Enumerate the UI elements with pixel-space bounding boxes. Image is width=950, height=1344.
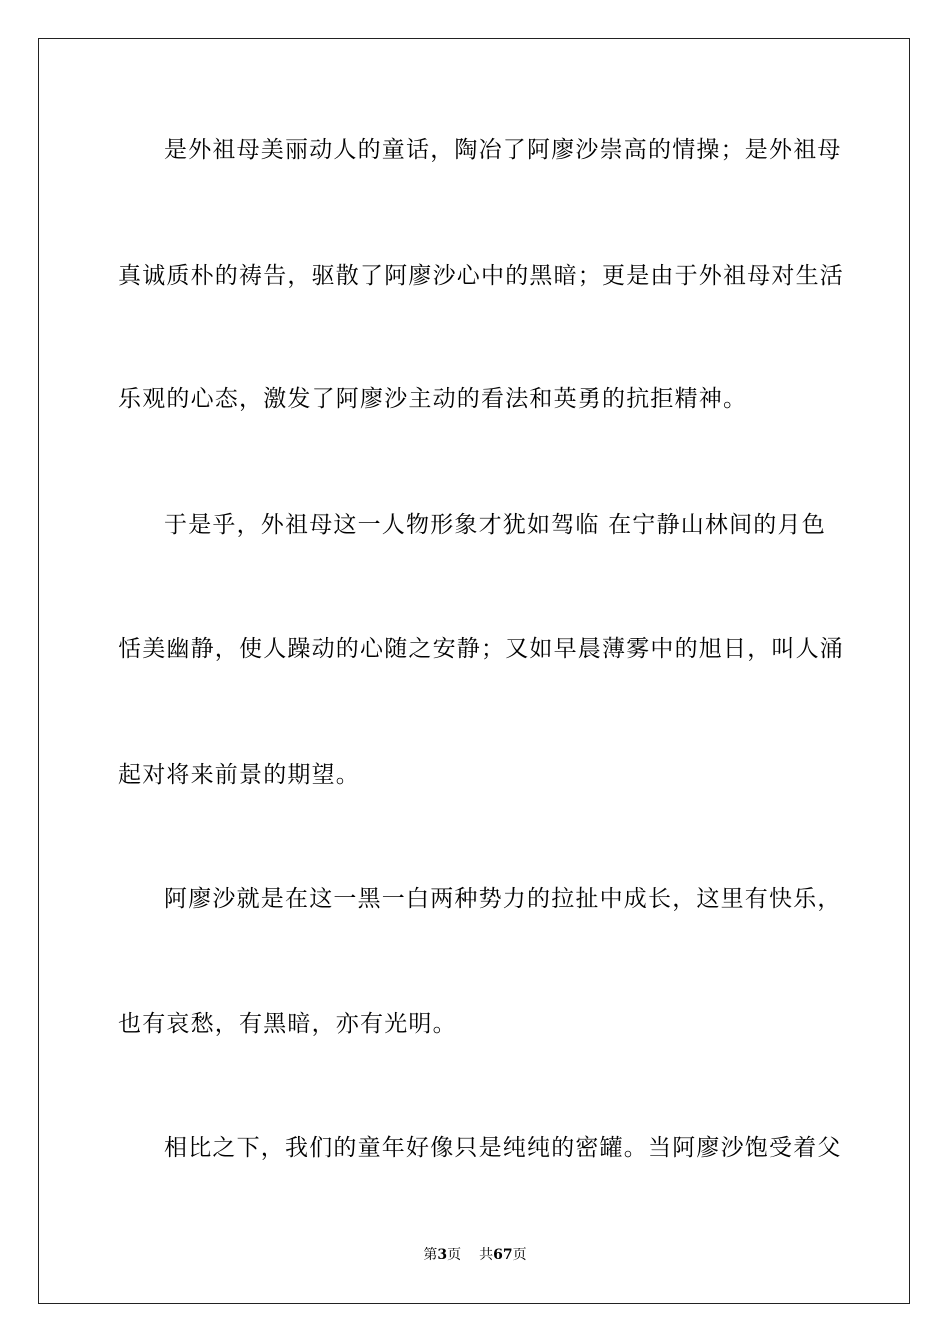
page-footer bbox=[0, 1246, 950, 1264]
text-line-7: 阿廖沙就是在这一黑一白两种势力的拉扯中成长，这里有快乐， bbox=[164, 886, 842, 912]
text-line-9: 相比之下，我们的童年好像只是纯纯的密罐。当阿廖沙饱受着父 bbox=[164, 1135, 842, 1161]
total-prefix: 共 bbox=[479, 1247, 494, 1263]
text-line-2: 真诚质朴的祷告，驱散了阿廖沙心中的黑暗；更是由于外祖母对生活 bbox=[118, 263, 844, 289]
text-line-3: 乐观的心态，激发了阿廖沙主动的看法和英勇的抗拒精神。 bbox=[118, 386, 748, 412]
text-line-5: 恬美幽静，使人躁动的心随之安静；又如早晨薄雾中的旭日，叫人涌 bbox=[118, 636, 844, 662]
text-line-8: 也有哀愁，有黑暗，亦有光明。 bbox=[118, 1011, 457, 1037]
text-line-4: 于是乎，外祖母这一人物形象才犹如驾临 在宁静山林间的月色 bbox=[164, 512, 826, 538]
text-line-6: 起对将来前景的期望。 bbox=[118, 762, 360, 788]
total-pages: 67 bbox=[493, 1247, 513, 1263]
page-border bbox=[38, 38, 910, 1304]
text-line-1: 是外祖母美丽动人的童话，陶冶了阿廖沙崇高的情操；是外祖母 bbox=[164, 137, 842, 163]
page-prefix: 第 bbox=[423, 1247, 438, 1263]
total-suffix: 页 bbox=[512, 1247, 527, 1263]
page-number: 3 bbox=[437, 1247, 448, 1263]
page-suffix: 页 bbox=[447, 1247, 462, 1263]
